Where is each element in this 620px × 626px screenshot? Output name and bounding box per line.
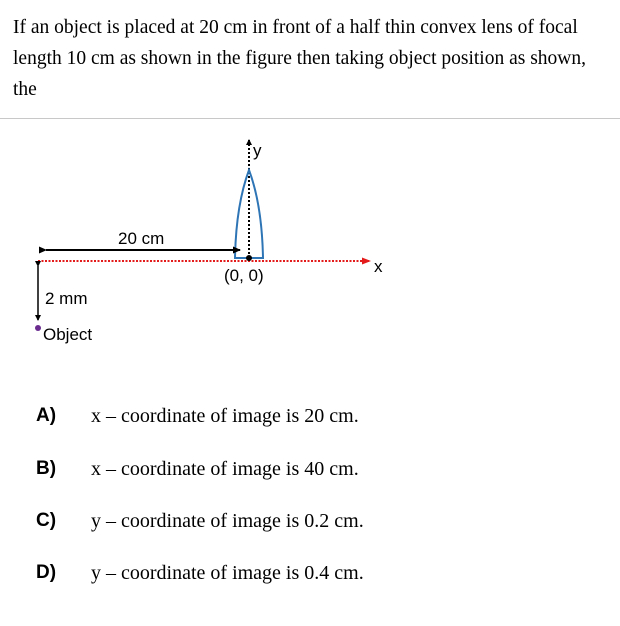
object-label: Object	[43, 325, 93, 344]
origin-label: (0, 0)	[224, 266, 264, 285]
option-a-text: x – coordinate of image is 20 cm.	[91, 405, 359, 427]
y-axis-label: y	[253, 141, 262, 160]
option-d-letter: D)	[36, 562, 57, 583]
question-text: If an object is placed at 20 cm in front of a half thin convex lens of focal length 10 cm as shown in the figure then taking object position as shown, the	[13, 17, 586, 100]
option-a-letter: A)	[36, 405, 57, 426]
option-c-text: y – coordinate of image is 0.2 cm.	[91, 510, 364, 532]
option-b-letter: B)	[36, 458, 57, 479]
option-c-letter: C)	[36, 510, 57, 531]
option-b-text: x – coordinate of image is 40 cm.	[91, 458, 359, 480]
option-d-text: y – coordinate of image is 0.4 cm.	[91, 562, 364, 584]
distance-label: 20 cm	[118, 229, 165, 248]
object-point	[35, 325, 41, 331]
height-label: 2 mm	[45, 289, 88, 308]
origin-point	[246, 255, 252, 261]
x-axis-label: x	[374, 257, 383, 276]
